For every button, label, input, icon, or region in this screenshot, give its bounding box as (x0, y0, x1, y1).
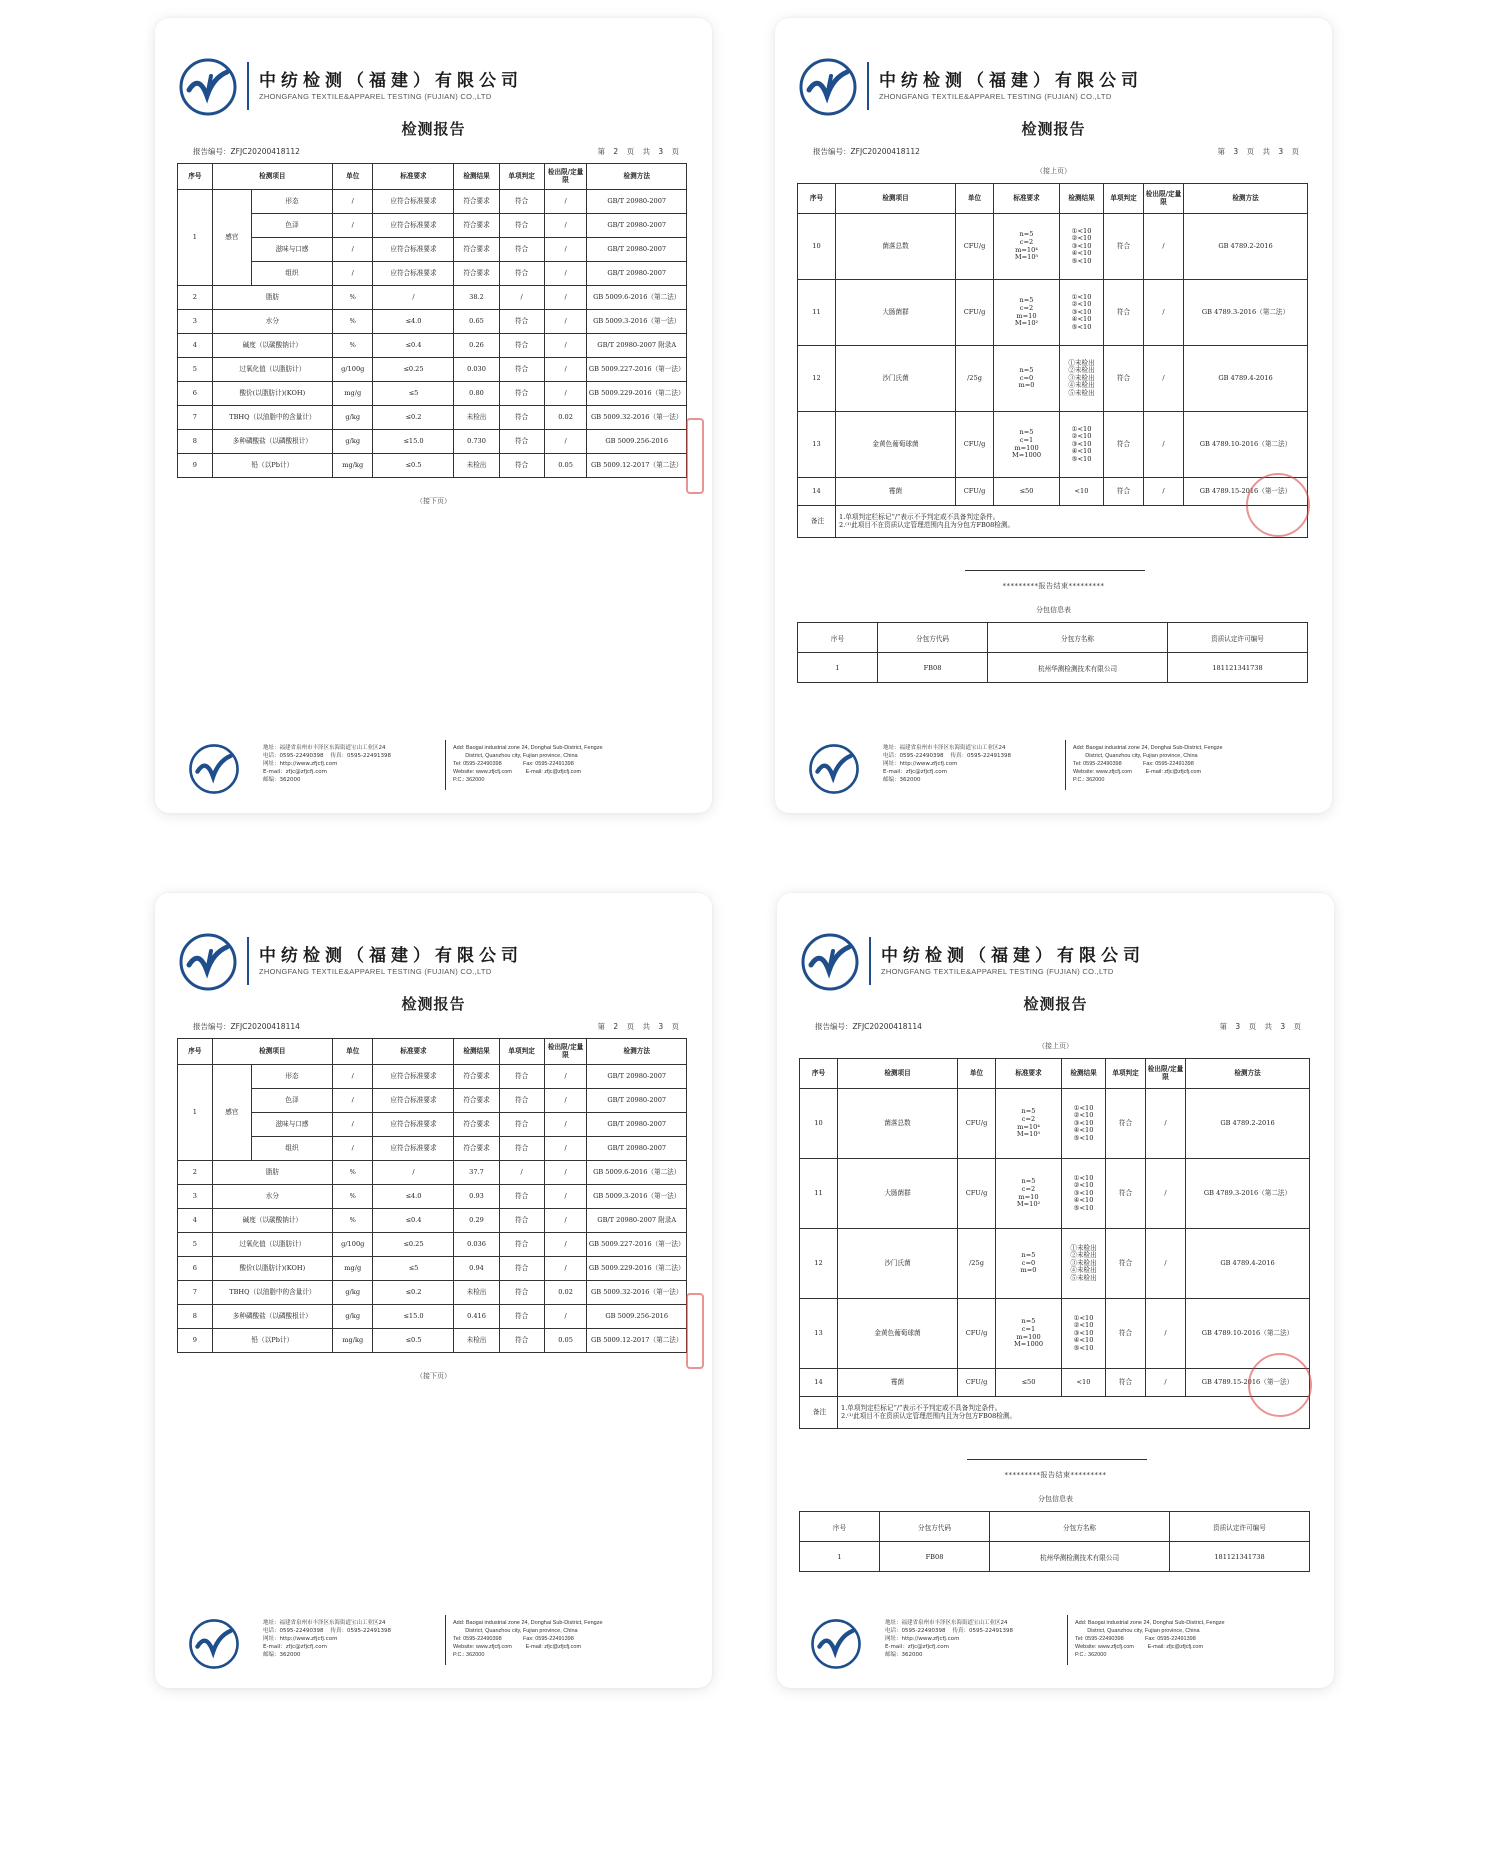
table-row: 滋味与口感 / 应符合标准要求 符合要求 符合 / GB/T 20980-2007 (178, 1113, 687, 1137)
table-row: 7 TBHQ（以油脂中的含量计） g/kg ≤0.2 未检出 符合 0.02 GB 5009.32-2016（第一法） (178, 406, 687, 430)
report-title: 检测报告 (1023, 995, 1088, 1013)
table-row: 8 多种磷酸盐（以磷酸根计） g/kg ≤15.0 0.730 符合 / GB 5009.256-2016 (178, 430, 687, 454)
company-name-en: ZHONGFANG TEXTILE&APPAREL TESTING (FUJIAN) CO.,LTD (881, 967, 1114, 976)
results-table: 序号 检测项目 单位 标准要求 检测结果 单项判定 检出限/定量限 检测方法 10 菌落总数 CFU/g n=5 c=2 m=10⁴ M=10⁵ ①<10 ②<10 ③<10 ④<10 ⑤<10 符合 / GB 4789.2-2016 11 大肠菌群 CFU/g n=5 c=2 m=10 M=10² ①<10 ②<10 ③<10 ④<10 ⑤<10 符合 / GB 4789.3-2016（第二法） 12 沙门氏菌 /25g n=5 c=0 m=0 ①未检出 ②未检出 ③未检出 ④未检出 ⑤未检出 符合 / GB 4789.4-2016 13 金黄色葡萄球菌 CFU/g n=5 c=1 m=100 M=1000 ①<10 ②<10 ③<10 ④<10 ⑤<10 符合 / GB 4789.10-2016（第二法） 14 霉菌 CFU/g ≤50 <10 符合 / GB 4789.15-2016（第一法） 备注 1.单项判定栏标记“/”表示不予判定或不具备判定条件。 2.⁽¹⁾此项目不在资质认定管理范围内且为分包方FB08检测。 (799, 1058, 1310, 1429)
company-name-cn: 中纺检测（福建）有限公司 (879, 71, 1143, 91)
page-indicator: 第 2 页 共 3 页 (597, 147, 682, 156)
table-row: 2 脂肪 % / 37.7 / / GB 5009.6-2016（第二法） (178, 1161, 687, 1185)
report-page-card-4 (777, 893, 1334, 1688)
table-row: 11 大肠菌群 CFU/g n=5 c=2 m=10 M=10² ①<10 ②<10 ③<10 ④<10 ⑤<10 符合 / GB 4789.3-2016（第二法） (798, 280, 1308, 346)
table-row: 1 FB08 杭州华测检测技术有限公司 181121341738 (800, 1542, 1310, 1572)
report-footer (183, 1613, 693, 1673)
company-name-cn: 中纺检测（福建）有限公司 (881, 946, 1145, 966)
report-footer (805, 1613, 1315, 1673)
table-row: 6 酸价(以脂肪计)(KOH) mg/g ≤5 0.94 符合 / GB 5009.229-2016（第二法） (178, 1257, 687, 1281)
footer-address-en: Add: Baogai industrial zone 24, Donghai Sub-District, Fengze District, Quanzhou city, Fujian province, China Tel: 0595-22490398 Fax: 0595-22491398 Website: www.zfjcfj.com E-mail: zfjc@zfjcfj.com P.C.: 362000 (453, 1620, 603, 1658)
company-name-en: ZHONGFANG TEXTILE&APPAREL TESTING (FUJIAN) CO.,LTD (879, 92, 1112, 101)
footer-address-en: Add: Baogai industrial zone 24, Donghai Sub-District, Fengze District, Quanzhou city, Fujian province, China Tel: 0595-22490398 Fax: 0595-22491398 Website: www.zfjcfj.com E-mail: zfjc@zfjcfj.com P.C.: 362000 (453, 745, 603, 783)
table-row: 8 多种磷酸盐（以磷酸根计） g/kg ≤15.0 0.416 符合 / GB 5009.256-2016 (178, 1305, 687, 1329)
company-name-en: ZHONGFANG TEXTILE&APPAREL TESTING (FUJIAN) CO.,LTD (259, 967, 492, 976)
report-end-text: *********报告结束********* (1002, 582, 1105, 590)
page-indicator: 第 3 页 共 3 页 (1219, 1022, 1304, 1031)
results-table: 序号 检测项目 单位 标准要求 检测结果 单项判定 检出限/定量限 检测方法 1 感官 形态 / 应符合标准要求 符合要求 符合 / GB/T 20980-2007 色泽 / 应符合标准要求 符合要求 符合 / GB/T 20980-2007 滋味与口感 / 应符合标准要求 符合要求 符合 / GB/T 20980-2007 组织 / 应符合标准要求 符合要求 符合 / GB/T 20980-2007 2 脂肪 % / 37.7 / / GB 5009.6-2016（第二法） 3 水分 % ≤4.0 0.93 符合 / GB 5009.3-2016（第一法） 4 碱度（以碳酸钠计） % ≤0.4 0.29 符合 / GB/T 20980-2007 附录A 5 过氧化值（以脂肪计） g/100g ≤0.25 0.036 符合 / GB 5009.227-2016（第一法） 6 酸价(以脂肪计)(KOH) mg/g ≤5 0.94 符合 / GB 5009.229-2016（第二法） 7 TBHQ（以油脂中的含量计） g/kg ≤0.2 未检出 符合 0.02 GB 5009.32-2016（第一法） 8 多种磷酸盐（以磷酸根计） g/kg ≤15.0 0.416 符合 / GB 5009.256-2016 9 铅（以Pb计） mg/kg ≤0.5 未检出 符合 0.05 GB 5009.12-2017（第二法） (177, 1038, 687, 1353)
table-row: 色泽 / 应符合标准要求 符合要求 符合 / GB/T 20980-2007 (178, 1089, 687, 1113)
remark-row: 备注 1.单项判定栏标记“/”表示不予判定或不具备判定条件。 2.⁽¹⁾此项目不在资质认定管理范围内且为分包方FB08检测。 (798, 506, 1308, 538)
table-row: 7 TBHQ（以油脂中的含量计） g/kg ≤0.2 未检出 符合 0.02 GB 5009.32-2016（第一法） (178, 1281, 687, 1305)
table-row: 9 铅（以Pb计） mg/kg ≤0.5 未检出 符合 0.05 GB 5009.12-2017（第二法） (178, 454, 687, 478)
footer-address-cn: 地址：福建省泉州市丰泽区东海街道宝山工业区24 电话：0595-22490398 传真：0595-22491398 网址：http://www.zfjcfj.com E-mail：zfjc@zfjcfj.com 邮编：362000 (263, 1620, 391, 1658)
report-title: 检测报告 (401, 995, 466, 1013)
table-row: 4 碱度（以碳酸钠计） % ≤0.4 0.29 符合 / GB/T 20980-2007 附录A (178, 1209, 687, 1233)
table-row: 1 FB08 杭州华测检测技术有限公司 181121341738 (798, 653, 1308, 683)
page-indicator: 第 2 页 共 3 页 (597, 1022, 682, 1031)
company-logo-icon (177, 931, 239, 993)
table-row: 13 金黄色葡萄球菌 CFU/g n=5 c=1 m=100 M=1000 ①<10 ②<10 ③<10 ④<10 ⑤<10 符合 / GB 4789.10-2016（第二法） (798, 412, 1308, 478)
table-row: 1 感官 形态 / 应符合标准要求 符合要求 符合 / GB/T 20980-2007 (178, 1065, 687, 1089)
footer-divider (445, 740, 446, 790)
table-row: 10 菌落总数 CFU/g n=5 c=2 m=10⁴ M=10⁵ ①<10 ②<10 ③<10 ④<10 ⑤<10 符合 / GB 4789.2-2016 (798, 214, 1308, 280)
subcontract-title: 分包信息表 (1036, 606, 1071, 614)
header-divider (869, 937, 871, 985)
header-divider (867, 62, 869, 110)
footer-address-cn: 地址：福建省泉州市丰泽区东海街道宝山工业区24 电话：0595-22490398 传真：0595-22491398 网址：http://www.zfjcfj.com E-mail：zfjc@zfjcfj.com 邮编：362000 (885, 1620, 1013, 1658)
header-divider (247, 62, 249, 110)
table-row: 10 菌落总数 CFU/g n=5 c=2 m=10⁴ M=10⁵ ①<10 ②<10 ③<10 ④<10 ⑤<10 符合 / GB 4789.2-2016 (800, 1089, 1310, 1159)
table-row: 色泽 / 应符合标准要求 符合要求 符合 / GB/T 20980-2007 (178, 214, 687, 238)
table-row: 1 感官 形态 / 应符合标准要求 符合要求 符合 / GB/T 20980-2007 (178, 190, 687, 214)
company-logo-icon (177, 56, 239, 118)
continued-note: （接上页） (1036, 167, 1071, 175)
table-row: 滋味与口感 / 应符合标准要求 符合要求 符合 / GB/T 20980-2007 (178, 238, 687, 262)
table-row: 6 酸价(以脂肪计)(KOH) mg/g ≤5 0.80 符合 / GB 5009.229-2016（第二法） (178, 382, 687, 406)
report-header (797, 56, 1317, 126)
table-row: 序号 分包方代码 分包方名称 资质认定许可编号 (798, 623, 1308, 653)
table-row: 4 碱度（以碳酸钠计） % ≤0.4 0.26 符合 / GB/T 20980-2007 附录A (178, 334, 687, 358)
table-row: 13 金黄色葡萄球菌 CFU/g n=5 c=1 m=100 M=1000 ①<10 ②<10 ③<10 ④<10 ⑤<10 符合 / GB 4789.10-2016（第二法） (800, 1299, 1310, 1369)
report-end-text: *********报告结束********* (1004, 1471, 1107, 1479)
company-name-cn: 中纺检测（福建）有限公司 (259, 946, 523, 966)
report-footer (183, 738, 693, 798)
report-page-card-3 (155, 893, 712, 1688)
report-page-card-2 (775, 18, 1332, 813)
company-logo-icon (799, 931, 861, 993)
table-row: 5 过氧化值（以脂肪计） g/100g ≤0.25 0.036 符合 / GB 5009.227-2016（第一法） (178, 1233, 687, 1257)
remark-row: 备注 1.单项判定栏标记“/”表示不予判定或不具备判定条件。 2.⁽¹⁾此项目不在资质认定管理范围内且为分包方FB08检测。 (800, 1397, 1310, 1429)
table-row: 组织 / 应符合标准要求 符合要求 符合 / GB/T 20980-2007 (178, 262, 687, 286)
seal-stamp (686, 418, 704, 494)
subcontract-table (797, 622, 1308, 683)
report-header (177, 56, 697, 126)
company-name-en: ZHONGFANG TEXTILE&APPAREL TESTING (FUJIAN) CO.,LTD (259, 92, 492, 101)
footer-divider (445, 1615, 446, 1665)
table-row: 11 大肠菌群 CFU/g n=5 c=2 m=10 M=10² ①<10 ②<10 ③<10 ④<10 ⑤<10 符合 / GB 4789.3-2016（第二法） (800, 1159, 1310, 1229)
seal-stamp (1248, 1353, 1312, 1417)
report-number: 报告编号：ZFJC20200418112 (813, 147, 920, 156)
footer-address-en: Add: Baogai industrial zone 24, Donghai Sub-District, Fengze District, Quanzhou city, Fujian province, China Tel: 0595-22490398 Fax: 0595-22491398 Website: www.zfjcfj.com E-mail: zfjc@zfjcfj.com P.C.: 362000 (1073, 745, 1223, 783)
footer-address-en: Add: Baogai industrial zone 24, Donghai Sub-District, Fengze District, Quanzhou city, Fujian province, China Tel: 0595-22490398 Fax: 0595-22491398 Website: www.zfjcfj.com E-mail: zfjc@zfjcfj.com P.C.: 362000 (1075, 1620, 1225, 1658)
table-row: 12 沙门氏菌 /25g n=5 c=0 m=0 ①未检出 ②未检出 ③未检出 ④未检出 ⑤未检出 符合 / GB 4789.4-2016 (798, 346, 1308, 412)
continued-note: （接下页） (416, 1372, 451, 1380)
company-logo-icon (187, 742, 241, 796)
continued-note: （接下页） (416, 497, 451, 505)
seal-stamp (686, 1293, 704, 1369)
report-footer (803, 738, 1313, 798)
report-title: 检测报告 (401, 120, 466, 138)
subcontract-table (799, 1511, 1310, 1572)
report-header (177, 931, 697, 1001)
footer-address-cn: 地址：福建省泉州市丰泽区东海街道宝山工业区24 电话：0595-22490398 传真：0595-22491398 网址：http://www.zfjcfj.com E-mail：zfjc@zfjcfj.com 邮编：362000 (883, 745, 1011, 783)
report-title: 检测报告 (1021, 120, 1086, 138)
table-row: 14 霉菌 CFU/g ≤50 <10 符合 / GB 4789.15-2016（第一法） (798, 478, 1308, 506)
header-divider (247, 937, 249, 985)
company-name-cn: 中纺检测（福建）有限公司 (259, 71, 523, 91)
footer-divider (1065, 740, 1066, 790)
table-row: 5 过氧化值（以脂肪计） g/100g ≤0.25 0.030 符合 / GB 5009.227-2016（第一法） (178, 358, 687, 382)
report-page-card-1 (155, 18, 712, 813)
report-number: 报告编号：ZFJC20200418114 (815, 1022, 922, 1031)
report-number: 报告编号：ZFJC20200418114 (193, 1022, 300, 1031)
company-logo-icon (797, 56, 859, 118)
table-row: 3 水分 % ≤4.0 0.65 符合 / GB 5009.3-2016（第一法） (178, 310, 687, 334)
table-row: 2 脂肪 % / 38.2 / / GB 5009.6-2016（第二法） (178, 286, 687, 310)
continued-note: （接上页） (1038, 1042, 1073, 1050)
seal-stamp (1246, 473, 1310, 537)
report-number: 报告编号：ZFJC20200418112 (193, 147, 300, 156)
subcontract-title: 分包信息表 (1038, 1495, 1073, 1503)
footer-address-cn: 地址：福建省泉州市丰泽区东海街道宝山工业区24 电话：0595-22490398 传真：0595-22491398 网址：http://www.zfjcfj.com E-mail：zfjc@zfjcfj.com 邮编：362000 (263, 745, 391, 783)
table-row: 3 水分 % ≤4.0 0.93 符合 / GB 5009.3-2016（第一法） (178, 1185, 687, 1209)
table-row: 14 霉菌 CFU/g ≤50 <10 符合 / GB 4789.15-2016（第一法） (800, 1369, 1310, 1397)
company-logo-icon (187, 1617, 241, 1671)
report-header (799, 931, 1319, 1001)
results-table: 序号 检测项目 单位 标准要求 检测结果 单项判定 检出限/定量限 检测方法 1 感官 形态 / 应符合标准要求 符合要求 符合 / GB/T 20980-2007 色泽 / 应符合标准要求 符合要求 符合 / GB/T 20980-2007 滋味与口感 / 应符合标准要求 符合要求 符合 / GB/T 20980-2007 组织 / 应符合标准要求 符合要求 符合 / GB/T 20980-2007 2 脂肪 % / 38.2 / / GB 5009.6-2016（第二法） 3 水分 % ≤4.0 0.65 符合 / GB 5009.3-2016（第一法） 4 碱度（以碳酸钠计） % ≤0.4 0.26 符合 / GB/T 20980-2007 附录A 5 过氧化值（以脂肪计） g/100g ≤0.25 0.030 符合 / GB 5009.227-2016（第一法） 6 酸价(以脂肪计)(KOH) mg/g ≤5 0.80 符合 / GB 5009.229-2016（第二法） 7 TBHQ（以油脂中的含量计） g/kg ≤0.2 未检出 符合 0.02 GB 5009.32-2016（第一法） 8 多种磷酸盐（以磷酸根计） g/kg ≤15.0 0.730 符合 / GB 5009.256-2016 9 铅（以Pb计） mg/kg ≤0.5 未检出 符合 0.05 GB 5009.12-2017（第二法） (177, 163, 687, 478)
footer-divider (1067, 1615, 1068, 1665)
table-row: 9 铅（以Pb计） mg/kg ≤0.5 未检出 符合 0.05 GB 5009.12-2017（第二法） (178, 1329, 687, 1353)
results-table: 序号 检测项目 单位 标准要求 检测结果 单项判定 检出限/定量限 检测方法 10 菌落总数 CFU/g n=5 c=2 m=10⁴ M=10⁵ ①<10 ②<10 ③<10 ④<10 ⑤<10 符合 / GB 4789.2-2016 11 大肠菌群 CFU/g n=5 c=2 m=10 M=10² ①<10 ②<10 ③<10 ④<10 ⑤<10 符合 / GB 4789.3-2016（第二法） 12 沙门氏菌 /25g n=5 c=0 m=0 ①未检出 ②未检出 ③未检出 ④未检出 ⑤未检出 符合 / GB 4789.4-2016 13 金黄色葡萄球菌 CFU/g n=5 c=1 m=100 M=1000 ①<10 ②<10 ③<10 ④<10 ⑤<10 符合 / GB 4789.10-2016（第二法） 14 霉菌 CFU/g ≤50 <10 符合 / GB 4789.15-2016（第一法） 备注 1.单项判定栏标记“/”表示不予判定或不具备判定条件。 2.⁽¹⁾此项目不在资质认定管理范围内且为分包方FB08检测。 (797, 183, 1308, 538)
company-logo-icon (807, 742, 861, 796)
table-row: 组织 / 应符合标准要求 符合要求 符合 / GB/T 20980-2007 (178, 1137, 687, 1161)
table-row: 12 沙门氏菌 /25g n=5 c=0 m=0 ①未检出 ②未检出 ③未检出 ④未检出 ⑤未检出 符合 / GB 4789.4-2016 (800, 1229, 1310, 1299)
end-divider (965, 570, 1145, 571)
company-logo-icon (809, 1617, 863, 1671)
table-row: 序号 分包方代码 分包方名称 资质认定许可编号 (800, 1512, 1310, 1542)
page-indicator: 第 3 页 共 3 页 (1217, 147, 1302, 156)
end-divider (967, 1459, 1147, 1460)
